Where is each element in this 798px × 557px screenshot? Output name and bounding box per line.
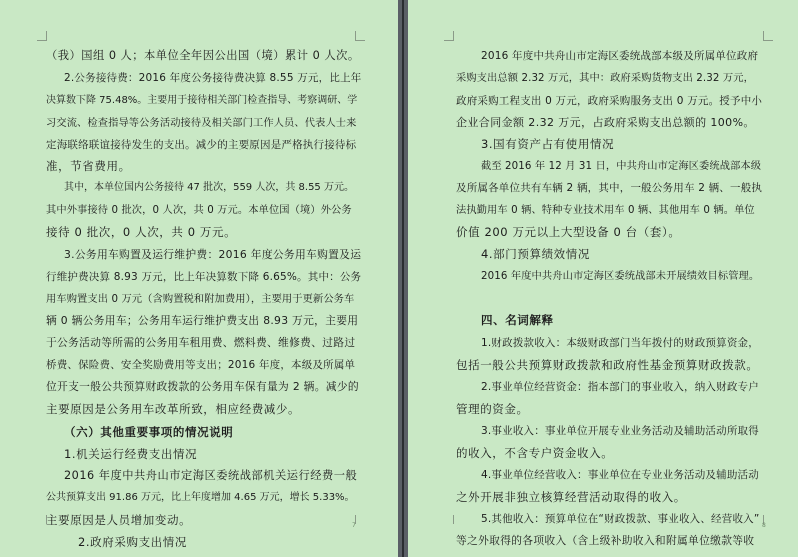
- text-line: 2016 年度中共舟山市定海区委统战部本级及所属单位政府: [481, 50, 759, 62]
- text-line: 2.公务接待费：2016 年度公务接待费决算 8.55 万元，比上年: [64, 72, 362, 84]
- text-line: 管理的资金。: [456, 402, 529, 416]
- text-line: 政府采购工程支出 0 万元，政府采购服务支出 0 万元。授予中小: [456, 95, 763, 107]
- text-line: 主要原因是人员增加变动。: [46, 513, 192, 527]
- text-line: 用车购置支出 0 万元（含购置税和附加费用），主要用于更新公务车: [46, 293, 355, 305]
- text-line: 法执勤用车 0 辆、特种专业技术用车 0 辆、其他用车 0 辆。单位: [456, 204, 755, 216]
- text-line: 1.财政拨款收入：本级财政部门当年拨付的财政预算资金，: [481, 337, 759, 349]
- text-line: 包括一般公共预算财政拨款和政府性基金预算财政拨款。: [456, 358, 759, 372]
- text-line: 之外开展非独立核算经营活动取得的收入。: [456, 490, 686, 504]
- text-line: 3.事业收入：事业单位开展专业业务活动及辅助活动所取得: [481, 425, 759, 437]
- crop-mark-top-right: [355, 31, 365, 41]
- page-divider: [402, 0, 404, 557]
- subsection-heading: 1.机关运行经费支出情况: [64, 447, 198, 461]
- text-line: 主要原因是公务用车改革所致，相应经费减少。: [46, 402, 301, 416]
- text-line: 3.公务用车购置及运行维护费：2016 年度公务用车购置及运: [64, 248, 362, 261]
- text-line: 及所属各单位共有车辆 2 辆，其中，一般公务用车 2 辆、一般执: [456, 182, 763, 194]
- text-line: 定海联络联谊接待发生的支出。减少的主要原因是严格执行接待标: [46, 139, 357, 151]
- crop-mark-bottom-right: [355, 515, 365, 524]
- section-heading: （六）其他重要事项的情况说明: [64, 425, 234, 439]
- subsection-heading: 4.部门预算绩效情况: [481, 247, 590, 261]
- crop-mark-top-left: [37, 31, 47, 41]
- text-line: 2016 年度中共舟山市定海区委统战部机关运行经费一般: [64, 469, 358, 482]
- crop-mark-bottom-left: [444, 515, 454, 524]
- crop-mark-top-left: [444, 31, 454, 41]
- text-line: 其中，本单位国内公务接待 47 批次，559 人次，共 8.55 万元。: [64, 182, 354, 193]
- text-line: 5.其他收入：预算单位在“财政拨款、事业收入、经营收入”: [481, 513, 760, 525]
- text-line: 截至 2016 年 12 月 31 日，中共舟山市定海区委统战部本级: [481, 160, 762, 172]
- page-number: 8: [762, 522, 766, 529]
- section-heading: 四、名词解释: [481, 313, 554, 327]
- subsection-heading: 3.国有资产占有使用情况: [481, 137, 615, 151]
- text-line: 位开支一般公共预算财政拨款的公务用车保有量为 2 辆。减少的: [46, 380, 359, 393]
- text-line: 接待 0 批次，0 人次，共 0 万元。: [46, 225, 237, 239]
- text-line: 决算数下降 75.48%。主要用于接待相关部门检查指导、考察调研、学: [46, 95, 358, 106]
- text-line: 桥费、保险费、安全奖励费用等支出；2016 年度，本级及所属单: [46, 359, 356, 371]
- text-line: 2.事业单位经营资金：指本部门的事业收入，纳入财政专户: [481, 381, 759, 393]
- crop-mark-top-right: [763, 31, 773, 41]
- text-line: 准，节省费用。: [46, 159, 131, 173]
- text-line: 于公务活动等所需的公务用车租用费、燃料费、维修费、过路过: [46, 336, 356, 349]
- text-line: 4.事业单位经营收入：事业单位在专业业务活动及辅助活动: [481, 469, 759, 481]
- document-page-left: [0, 0, 398, 557]
- text-line: 其中外事接待 0 批次，0 人次，共 0 万元。本单位国（境）外公务: [46, 204, 352, 216]
- subsection-heading: 2.政府采购支出情况: [78, 535, 187, 549]
- document-page-right: [408, 0, 798, 557]
- text-line: 等之外取得的各项收入（含上级补助收入和附属单位缴款等收: [456, 534, 755, 547]
- text-line: 习交流、检查指导等公务活动接待及相关部门工作人员、代表人士来: [46, 117, 357, 129]
- text-line: 2016 年度中共舟山市定海区委统战部未开展绩效目标管理。: [481, 270, 760, 282]
- text-line: 企业合同金额 2.32 万元，占政府采购支出总额的 100%。: [456, 116, 755, 129]
- text-line: 的收入，不含专户资金收入。: [456, 446, 614, 460]
- page-number: 7: [352, 522, 356, 529]
- text-line: 价值 200 万元以上大型设备 0 台（套）。: [456, 225, 681, 239]
- text-line: （我）国组 0 人；本单位全年因公出国（境）累计 0 人次。: [46, 49, 360, 62]
- text-line: 公共预算支出 91.86 万元，比上年度增加 4.65 万元，增长 5.33%。: [46, 492, 355, 503]
- text-line: 采购支出总额 2.32 万元，其中：政府采购货物支出 2.32 万元，: [456, 72, 754, 84]
- text-line: 辆 0 辆公务用车；公务用车运行维护费支出 8.93 万元，主要用: [46, 314, 359, 327]
- text-line: 行维护费决算 8.93 万元，比上年决算数下降 6.65%。其中：公务: [46, 271, 362, 283]
